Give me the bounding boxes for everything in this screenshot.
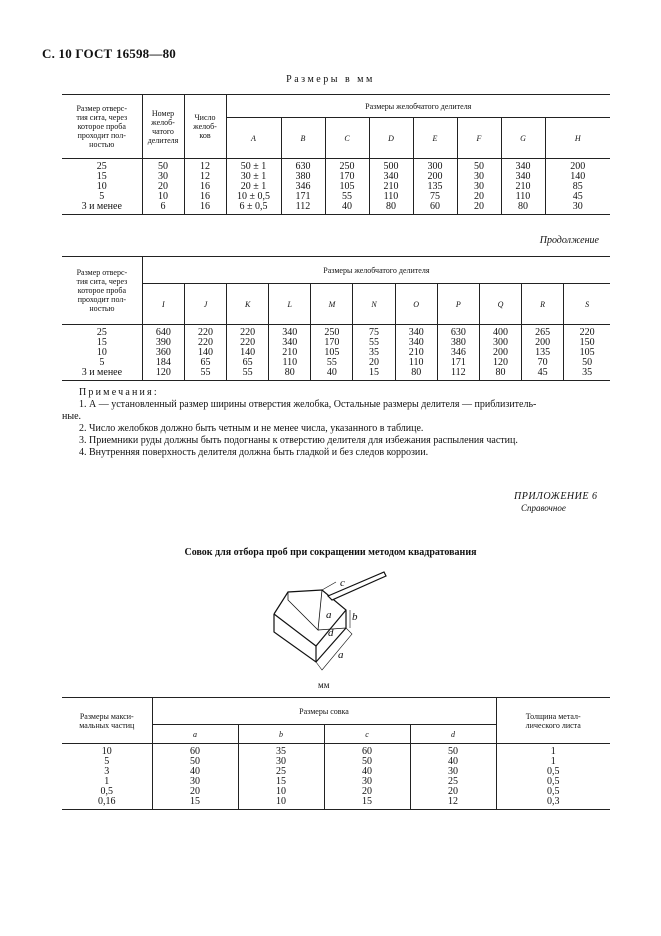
continuation-label: Продолжение xyxy=(539,235,599,246)
table-cell: 85 xyxy=(545,182,610,192)
table-cell: 15 xyxy=(238,777,324,787)
column-letter: C xyxy=(325,118,369,159)
table-cell: 184 xyxy=(142,358,184,368)
column-letter: S xyxy=(564,284,610,325)
table-cell: 60 xyxy=(324,744,410,758)
table-cell: 70 xyxy=(522,358,564,368)
table-cell: 360 xyxy=(142,348,184,358)
table-row xyxy=(62,368,610,381)
table-cell: 10 ± 0,5 xyxy=(226,192,281,202)
column-letter: D xyxy=(369,118,413,159)
table-cell: 80 xyxy=(269,368,311,381)
table-row xyxy=(62,797,610,810)
table-cell: 220 xyxy=(564,325,610,339)
table-cell: 1 xyxy=(496,757,610,767)
table-cell: 15 xyxy=(96,337,107,348)
table-cell: 15 xyxy=(96,171,107,182)
table-cell: 15 xyxy=(353,368,395,381)
table-cell: 15 xyxy=(152,797,238,810)
table-cell: 25 xyxy=(238,767,324,777)
label-c: c xyxy=(340,577,345,589)
table-cell: 500 xyxy=(369,159,413,173)
column-letter: J xyxy=(184,284,226,325)
header-divider-dimensions: Размеры желобчатого делителя xyxy=(226,95,610,118)
table-cell: 80 xyxy=(501,202,545,215)
table-cell: 210 xyxy=(501,182,545,192)
note-2: 2. Число желобков должно быть четным и не менее числа, указанного в таблице. xyxy=(79,423,424,434)
column-letter: K xyxy=(227,284,269,325)
table-cell: 210 xyxy=(369,182,413,192)
table-cell: 16 xyxy=(184,192,226,202)
header-max-particle: Размеры макси- мальных частиц xyxy=(62,698,152,744)
table-cell: 35 xyxy=(564,368,610,381)
column-letter: H xyxy=(545,118,610,159)
table-cell: 25 xyxy=(96,327,107,338)
table-cell: 50 xyxy=(324,757,410,767)
scoop-title: Совок для отбора проб при сокращении методом квадратования xyxy=(184,547,477,558)
table-cell: 50 xyxy=(142,159,184,173)
header-divider-number: Номер желоб- чатого делителя xyxy=(142,95,184,159)
table-cell: 340 xyxy=(501,172,545,182)
table-cell: 0,3 xyxy=(496,797,610,810)
table-cell: 30 xyxy=(457,182,501,192)
table-cell: 0,5 xyxy=(496,787,610,797)
note-1-cont: ные. xyxy=(62,411,82,422)
table-cell: 60 xyxy=(413,202,457,215)
table-cell: 110 xyxy=(395,358,437,368)
table-cell: 265 xyxy=(522,325,564,339)
table-cell: 220 xyxy=(227,338,269,348)
table-cell: 1 xyxy=(104,776,110,787)
table-cell: 55 xyxy=(184,368,226,381)
label-a-top: a xyxy=(326,609,332,621)
table-cell: 380 xyxy=(281,172,325,182)
table-cell: 10 xyxy=(96,181,107,192)
column-letter: I xyxy=(142,284,184,325)
table-cell: 5 xyxy=(99,357,105,368)
table-cell: 105 xyxy=(325,182,369,192)
table-cell: 45 xyxy=(522,368,564,381)
table-cell: 140 xyxy=(227,348,269,358)
table-row xyxy=(62,325,610,339)
table-cell: 35 xyxy=(238,744,324,758)
table-cell: 346 xyxy=(437,348,479,358)
table-cell: 210 xyxy=(395,348,437,358)
table-row xyxy=(62,767,610,777)
table-cell: 120 xyxy=(142,368,184,381)
table-row xyxy=(62,757,610,767)
column-letter: G xyxy=(501,118,545,159)
table-cell: 20 xyxy=(457,192,501,202)
table-cell: 200 xyxy=(545,159,610,173)
column-letter: d xyxy=(410,725,496,744)
table-cell: 45 xyxy=(545,192,610,202)
table-cell: 630 xyxy=(281,159,325,173)
note-3: 3. Приемники руды должны быть подогнаны к отверстию делителя для избежания распыления частиц. xyxy=(79,435,518,446)
notes xyxy=(62,387,609,459)
scoop-outline xyxy=(274,614,346,662)
table-cell: 12 xyxy=(410,797,496,810)
header-divider-dimensions-2: Размеры желобчатого делителя xyxy=(142,257,610,284)
table-cell: 250 xyxy=(325,159,369,173)
column-letter: O xyxy=(395,284,437,325)
table-cell: 20 xyxy=(410,787,496,797)
table-cell: 20 xyxy=(142,182,184,192)
table-cell: 50 xyxy=(410,744,496,758)
table-cell: 120 xyxy=(479,358,521,368)
table-cell: 250 xyxy=(311,325,353,339)
table-row xyxy=(62,159,610,173)
table-cell: 20 ± 1 xyxy=(226,182,281,192)
appendix-subtitle: Справочное xyxy=(521,503,566,513)
header-sheet-thickness: Толщина метал- лического листа xyxy=(496,698,610,744)
table-cell: 20 xyxy=(353,358,395,368)
table-cell: 80 xyxy=(395,368,437,381)
label-d: d xyxy=(328,627,334,639)
scoop-drawing xyxy=(266,570,396,676)
appendix-title: ПРИЛОЖЕНИЕ 6 xyxy=(514,491,598,502)
table-cell: 16 xyxy=(184,202,226,215)
table-cell: 1 xyxy=(496,744,610,758)
table-cell: 3 и менее xyxy=(81,367,123,378)
table-cell: 112 xyxy=(281,202,325,215)
table-cell: 200 xyxy=(479,348,521,358)
table-cell: 15 xyxy=(324,797,410,810)
table-cell: 25 xyxy=(96,161,107,172)
table-cell: 60 xyxy=(152,744,238,758)
table-cell: 50 xyxy=(457,159,501,173)
column-letter: B xyxy=(281,118,325,159)
table-cell: 150 xyxy=(564,338,610,348)
note-1: 1. А — установленный размер ширины отверстия желобка, Остальные размеры делителя — приблизитель- xyxy=(79,399,537,410)
table-cell: 80 xyxy=(479,368,521,381)
table-cell: 10 xyxy=(142,192,184,202)
table-cell: 340 xyxy=(269,338,311,348)
table-cell: 30 xyxy=(545,202,610,215)
table-cell: 50 xyxy=(564,358,610,368)
header-scoop-dimensions: Размеры совка xyxy=(152,698,496,725)
label-b: b xyxy=(352,611,358,623)
table-cell: 75 xyxy=(413,192,457,202)
table-cell: 340 xyxy=(501,159,545,173)
table-cell: 340 xyxy=(395,325,437,339)
column-letter: c xyxy=(324,725,410,744)
table-cell: 140 xyxy=(545,172,610,182)
table-cell: 30 xyxy=(324,777,410,787)
table-cell: 30 xyxy=(152,777,238,787)
table-cell: 50 ± 1 xyxy=(226,159,281,173)
table-cell: 112 xyxy=(437,368,479,381)
header-sieve-size-2: Размер отверс- тия сита, через которое проба проходит пол- ностью xyxy=(62,257,142,325)
table-cell: 340 xyxy=(369,172,413,182)
table-cell: 12 xyxy=(184,159,226,173)
header-chute-count: Число желоб- ков xyxy=(184,95,226,159)
table-cell: 346 xyxy=(281,182,325,192)
table-cell: 220 xyxy=(227,325,269,339)
table-cell: 210 xyxy=(269,348,311,358)
table-cell: 10 xyxy=(238,787,324,797)
table-cell: 110 xyxy=(269,358,311,368)
table-cell: 300 xyxy=(479,338,521,348)
table-cell: 105 xyxy=(564,348,610,358)
column-letter: R xyxy=(522,284,564,325)
table-cell: 30 xyxy=(457,172,501,182)
table-cell: 220 xyxy=(184,325,226,339)
table-row xyxy=(62,744,610,758)
table-cell: 390 xyxy=(142,338,184,348)
units-label: Размеры в мм xyxy=(286,74,375,85)
table-cell: 20 xyxy=(324,787,410,797)
column-letter: b xyxy=(238,725,324,744)
table-cell: 6 ± 0,5 xyxy=(226,202,281,215)
table-cell: 16 xyxy=(184,182,226,192)
table-cell: 6 xyxy=(142,202,184,215)
table-cell: 110 xyxy=(501,192,545,202)
table-cell: 40 xyxy=(324,767,410,777)
table-cell: 55 xyxy=(353,338,395,348)
table-cell: 40 xyxy=(325,202,369,215)
table-cell: 10 xyxy=(238,797,324,810)
table-cell: 55 xyxy=(311,358,353,368)
table-cell: 20 xyxy=(152,787,238,797)
table-cell: 200 xyxy=(522,338,564,348)
table-cell: 80 xyxy=(369,202,413,215)
table-cell: 65 xyxy=(184,358,226,368)
table-cell: 30 ± 1 xyxy=(226,172,281,182)
table-cell: 640 xyxy=(142,325,184,339)
table-cell: 0,16 xyxy=(98,796,116,807)
table-cell: 170 xyxy=(311,338,353,348)
table-cell: 25 xyxy=(410,777,496,787)
table-cell: 105 xyxy=(311,348,353,358)
column-letter: a xyxy=(152,725,238,744)
table-cell: 340 xyxy=(395,338,437,348)
table-cell: 0,5 xyxy=(496,777,610,787)
table-cell: 400 xyxy=(479,325,521,339)
header-sieve-size: Размер отверс- тия сита, через которое проба проходит пол- ностью xyxy=(62,95,142,159)
table-cell: 10 xyxy=(101,746,112,757)
table-cell: 5 xyxy=(99,191,105,202)
table-cell: 171 xyxy=(437,358,479,368)
table-cell: 110 xyxy=(369,192,413,202)
column-letter: F xyxy=(457,118,501,159)
table-cell: 10 xyxy=(96,347,107,358)
table-cell: 30 xyxy=(410,767,496,777)
table-row xyxy=(62,202,610,215)
table-cell: 75 xyxy=(353,325,395,339)
table-cell: 40 xyxy=(311,368,353,381)
table-cell: 20 xyxy=(457,202,501,215)
table-cell: 5 xyxy=(104,756,110,767)
table-cell: 300 xyxy=(413,159,457,173)
table-cell: 12 xyxy=(184,172,226,182)
label-a-bottom: a xyxy=(338,649,344,661)
table-cell: 0,5 xyxy=(496,767,610,777)
table-cell: 140 xyxy=(184,348,226,358)
table-cell: 220 xyxy=(184,338,226,348)
table-cell: 200 xyxy=(413,172,457,182)
table-cell: 30 xyxy=(238,757,324,767)
scoop-table xyxy=(62,697,610,810)
table-row xyxy=(62,777,610,787)
column-letter: N xyxy=(353,284,395,325)
table-cell: 630 xyxy=(437,325,479,339)
column-letter: P xyxy=(437,284,479,325)
column-letter: A xyxy=(226,118,281,159)
table-cell: 3 и менее xyxy=(81,201,122,212)
table-cell: 55 xyxy=(325,192,369,202)
table-cell: 40 xyxy=(152,767,238,777)
table-cell: 55 xyxy=(227,368,269,381)
table-cell: 30 xyxy=(142,172,184,182)
column-letter: M xyxy=(311,284,353,325)
table-cell: 170 xyxy=(325,172,369,182)
column-letter: E xyxy=(413,118,457,159)
note-4: 4. Внутренняя поверхность делителя должна быть гладкой и без следов коррозии. xyxy=(79,447,429,458)
table-row xyxy=(62,787,610,797)
table-cell: 340 xyxy=(269,325,311,339)
table-cell: 380 xyxy=(437,338,479,348)
table-cell: 3 xyxy=(104,766,110,777)
table-cell: 135 xyxy=(522,348,564,358)
divider-table-2 xyxy=(62,256,610,381)
page-header: С. 10 ГОСТ 16598—80 xyxy=(42,46,176,61)
table-cell: 35 xyxy=(353,348,395,358)
column-letter: L xyxy=(269,284,311,325)
table-cell: 0,5 xyxy=(100,786,113,797)
column-letter: Q xyxy=(479,284,521,325)
units-mm: мм xyxy=(318,680,330,690)
table-cell: 65 xyxy=(227,358,269,368)
table-cell: 135 xyxy=(413,182,457,192)
table-cell: 50 xyxy=(152,757,238,767)
table-cell: 40 xyxy=(410,757,496,767)
divider-table-1 xyxy=(62,94,610,215)
table-cell: 171 xyxy=(281,192,325,202)
notes-title: Примечания: xyxy=(79,387,159,398)
